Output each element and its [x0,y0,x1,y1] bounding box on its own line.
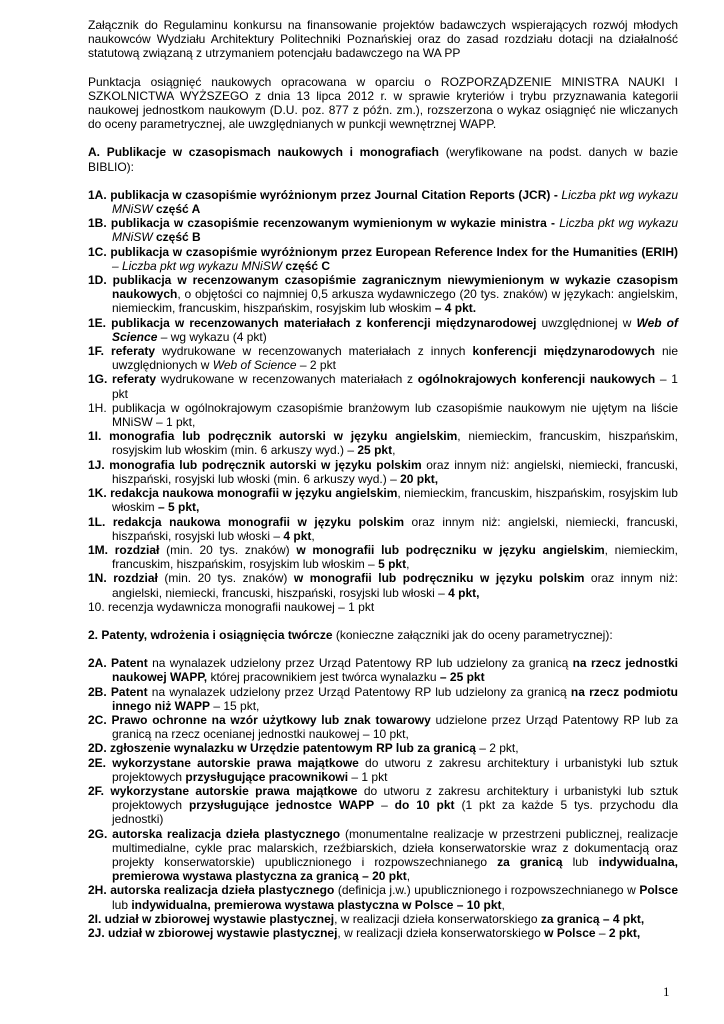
item-bold-text: 25 pkt [354,443,393,458]
item-bold-text: 5 pkt [374,557,407,572]
item-number: 1D. [88,273,107,288]
item-text: – [595,925,606,940]
list-item [88,216,678,244]
item-text: na wynalazek udzielony przez Urząd Patentowy RP lub udzielony za granicą [147,656,569,671]
punktacja-paragraph: Punktacja osiągnięć naukowych opracowana w oparciu o ROZPORZĄDZENIE MINISTRA NAUKI I SZKOLNICTWA WYŻSZEGO z dnia 13 lipca 2012 r. w sprawie kryteriów i trybu przyznawania kategorii naukowej jednostkom naukowym (D.U. poz. 877 z późn. zm.), rozszerzona o wykaz osiągnięć nie wliczanych do oceny parametrycznej, ale uwzględnianych w punkcji wewnętrznej WAPP. [88,74,678,132]
item-text: – 1 pkt [348,769,388,784]
item-number: 2B. [88,684,107,699]
item-bold-text: w monografii lub podręczniku w języku angielskim [289,542,605,557]
list-item [88,543,678,571]
item-bold-text: za granicą – 4 pkt, [537,911,645,926]
item-text: – 1 pkt [112,372,678,401]
item-number: 2G. [88,826,108,841]
item-text: wydrukowane w recenzowanych materiałach z [156,372,414,387]
item-bold-text: Patent [106,684,148,699]
list-item [88,883,678,911]
item-number: 2I. [88,911,102,926]
list-item [88,827,678,884]
item-bold-text: ogólnokrajowych konferencji naukowych [413,372,656,387]
item-text: (min. 20 tys. znaków) [157,571,288,586]
list-item [88,316,678,344]
item-number: 2A. [88,656,107,671]
item-bold-text: redakcja naukowa monografii w języku polskim [105,514,404,529]
list-item [88,600,678,614]
list-item [88,926,678,940]
item-text: udzielone przez Urząd Patentowy RP lub za granicą na rzecz ocenianej jednostki naukowej – 10 pkt, [112,712,678,742]
list-item [88,571,678,599]
item-bold-text: na rzecz podmiotu innego niż WAPP [112,684,678,713]
item-text: publikacja w ogólnokrajowym czasopiśmie branżowym lub czasopiśmie naukowym nie ujętym na liście MNiSW – 1 pkt, [106,400,678,430]
item-bold-text: Prawo ochronne na wzór użytkowy lub znak towarowy [106,712,431,727]
section-2-heading [88,628,678,642]
item-text: , w realizacji dzieła konserwatorskiego [337,925,541,940]
item-bold-text: monografia lub podręcznik autorski w języku polskim [104,457,422,472]
item-text: – 2 pkt, [475,741,519,756]
item-number: 2F. [88,783,105,798]
item-text: , o objętości co najmniej 0,5 arkusza wydawniczego (20 tys. znaków) w językach: angielskim, niemieckim, francuskim, hiszpańskim, rosyjskim lub włoskim [112,287,678,316]
item-text: (monumentalne realizacje w przestrzeni publicznej, realizacje multimedialne, cykle prac malarskich, rzeźbiarskich, dzieła konserwatorskie wraz z dokumentacją oraz projekty konserwatorskie) upublicznionego i rozpowszechnianego [112,826,678,869]
item-bold-text: wykorzystane autorskie prawa majątkowe [106,755,359,770]
item-text: na wynalazek udzielony przez Urząd Patentowy RP lub udzielony za granicą [147,684,567,699]
item-bold-text: 4 pkt [280,528,312,543]
item-bold-text: Polsce [635,883,679,898]
item-text: recenzja wydawnicza monografii naukowej – 1 pkt [104,599,375,614]
item-number: 1H. [88,400,107,415]
item-number: 1I. [88,429,102,444]
item-text: , [501,897,505,912]
list-item [88,458,678,486]
item-bold-text: autorska realizacja dzieła plastycznego [106,883,335,898]
item-bold-text: publikacja w czasopiśmie wyróżnionym przez European Reference Index for the Humanities (ERIH) [106,244,678,259]
list-item [88,273,678,316]
list-item [88,713,678,741]
item-text: do utworu z zakresu architektury i urbanistyki lub sztuk projektowych [112,755,678,784]
item-text: , niemieckim, francuskim, hiszpańskim, rosyjskim lub włoskim – [112,542,679,572]
item-bold-text: – 5 pkt, [154,500,200,515]
item-bold-text: publikacja w recenzowanym czasopiśmie zagranicznym niewymienionym w wykazie czasopism naukowych [106,273,678,302]
item-bold-text: w monografii lub podręczniku w języku polskim [287,571,585,586]
item-text: , [311,528,315,543]
section-a-title: A. Publikacje w czasopismach naukowych i monografiach [88,145,439,160]
item-bold-text: wykorzystane autorskie prawa majątkowe [104,783,358,798]
item-bold-text: część C [282,258,331,273]
item-bold-text: część A [152,202,201,217]
item-bold-text: publikacja w czasopiśmie wyróżnionym przez Journal Citation Reports (JCR) - [106,187,558,202]
item-number: 1B. [88,216,107,231]
list-section-2 [88,656,678,940]
item-text: do utworu z zakresu architektury i urbanistyki lub sztuk projektowych [112,783,678,813]
item-italic-text: Liczba pkt wg wykazu MNiSW [112,187,678,217]
item-number: 2C. [88,712,107,727]
item-bold-text: 20 pkt, [396,471,439,486]
item-text: oraz innym niż: angielski, niemiecki, francuski, hiszpański, rosyjski lub włoski – [112,571,679,600]
item-bold-text: redakcja naukowa monografii w języku angielskim [106,486,398,501]
item-number: 2H. [88,883,107,898]
list-item [88,515,678,543]
item-text: – 2 pkt [296,358,336,373]
item-number: 2J. [88,925,105,940]
item-number: 1C. [88,244,107,259]
item-bold-text: 2 pkt, [605,925,641,940]
list-item [88,401,678,429]
item-number: 10. [88,599,105,614]
item-text: – wg wykazu (4 pkt) [157,329,267,344]
list-item [88,486,678,514]
item-bold-text: udział w zbiorowej wystawie plastycznej [104,925,338,940]
item-bold-text: 4 pkt, [444,585,480,600]
item-text: (definicja j.w.) upublicznionego i rozpowszechnianego w [334,883,636,898]
item-number: 1F. [88,344,105,359]
item-number: 1K. [88,486,107,501]
item-text: wydrukowane w recenzowanych materiałach z innych [155,344,466,359]
item-bold-italic: Web of Science [112,315,678,344]
list-item [88,784,678,827]
list-item [88,245,678,273]
item-text: , [392,443,396,458]
item-text: – [374,798,388,813]
item-text: uwzględnionej w [536,315,632,330]
item-bold-text: – 25 pkt [436,670,485,685]
item-bold-text: referaty [104,344,156,359]
item-bold-text: przysługujące pracownikowi [182,769,349,784]
section-2-title: 2. Patenty, wdrożenia i osiągnięcia twórcze [88,627,333,642]
item-number: 2E. [88,755,107,770]
document-page [88,18,678,940]
item-bold-text: publikacja w czasopiśmie recenzowanym wymienionym w wykazie ministra - [106,216,555,231]
list-section-a [88,188,678,614]
list-item [88,756,678,784]
item-bold-text: na rzecz jednostki naukowej WAPP, [112,656,678,685]
list-item [88,344,678,372]
item-text: której pracownikiem jest twórca wynalazku [207,670,437,685]
item-bold-text: udział w zbiorowej wystawie plastycznej [101,911,335,926]
item-bold-text: monografia lub podręcznik autorski w języku angielskim [101,429,458,444]
item-text: , niemieckim, francuskim, hiszpańskim, rosyjskim lub włoskim (min. 6 arkuszy wyd.) – [112,429,678,458]
list-item [88,685,678,713]
intro-paragraph: Załącznik do Regulaminu konkursu na finansowanie projektów badawczych wspierających rozwój młodych naukowców Wydziału Architektury Politechniki Poznańskiej oraz do zasad rozdziału dotacji na działalność statutową związaną z utrzymaniem potencjału badawczego na WA PP [88,18,678,61]
item-bold-text: przysługujące jednostce WAPP [182,798,375,813]
item-bold-text: autorska realizacja dzieła plastycznego [107,826,341,841]
item-bold-text: indywidualna, premierowa wystawa plastyczna za granicą – 20 pkt [112,854,678,884]
item-bold-text: konferencji międzynarodowych [465,344,655,359]
item-italic-text: Web of Science [209,358,297,373]
section-2-note: (konieczne załączniki jak do oceny parametrycznej): [332,627,613,642]
list-item [88,429,678,457]
item-number: 2D. [88,741,107,756]
item-text: oraz innym niż: angielski, niemiecki, francuski, hiszpański, rosyjski lub włoski – [112,514,678,543]
item-number: 1E. [88,315,107,330]
item-bold-text: w Polsce [540,925,596,940]
item-text: oraz innym niż: angielski, niemiecki, francuski, hiszpański, rosyjski lub włoski (min. 6 arkuszy wyd.) – [112,457,679,486]
page-number: 1 [663,984,670,999]
item-bold-text: publikacja w recenzowanych materiałach z konferencji międzynarodowej [106,315,537,330]
item-text: lub [112,897,129,912]
item-bold-text: – 4 pkt. [431,301,477,316]
item-text: – 15 pkt, [210,698,260,713]
item-bold-text: indywidualna, premierowa wystawa plastyczna w Polsce – 10 pkt [128,897,502,912]
section-a-heading [88,145,678,173]
item-number: 1A. [88,187,107,202]
list-item [88,741,678,755]
item-bold-text: rozdział [108,542,160,557]
item-italic-text: – Liczba pkt wg wykazu MNiSW [112,258,283,273]
item-text: , w realizacji dzieła konserwatorskiego [334,911,538,926]
item-bold-text: referaty [107,372,157,387]
list-item [88,188,678,216]
item-bold-text: za granicą [487,854,563,869]
item-bold-text: część B [152,230,201,245]
item-text: , [406,557,410,572]
item-text: , niemieckim, francuskim, hiszpańskim, rosyjskim lub włoskim [112,486,678,515]
list-item [88,656,678,684]
item-text: , [406,869,411,884]
list-item [88,372,678,400]
item-number: 1L. [88,514,106,529]
section-a-note: (weryfikowane na podst. danych w bazie BIBLIO): [88,145,678,174]
item-number: 1G. [88,372,108,387]
item-text: (min. 20 tys. znaków) [159,542,290,557]
list-item [88,912,678,926]
item-bold-text: rozdział [106,571,158,586]
item-bold-text: zgłoszenie wynalazku w Urzędzie patentowym RP lub za granicą [106,741,476,756]
item-text: (1 pkt za każde 5 tys. przychodu dla jednostki) [112,798,678,827]
item-text: nie uwzględnionych w [112,344,678,373]
item-italic-text: Liczba pkt wg wykazu MNiSW [112,216,679,245]
item-bold-text: Patent [106,656,148,671]
item-number: 1J. [88,457,105,472]
item-text: lub [562,854,589,869]
item-number: 1M. [88,542,109,557]
item-number: 1N. [88,571,107,586]
item-bold-text: do 10 pkt [387,798,455,813]
